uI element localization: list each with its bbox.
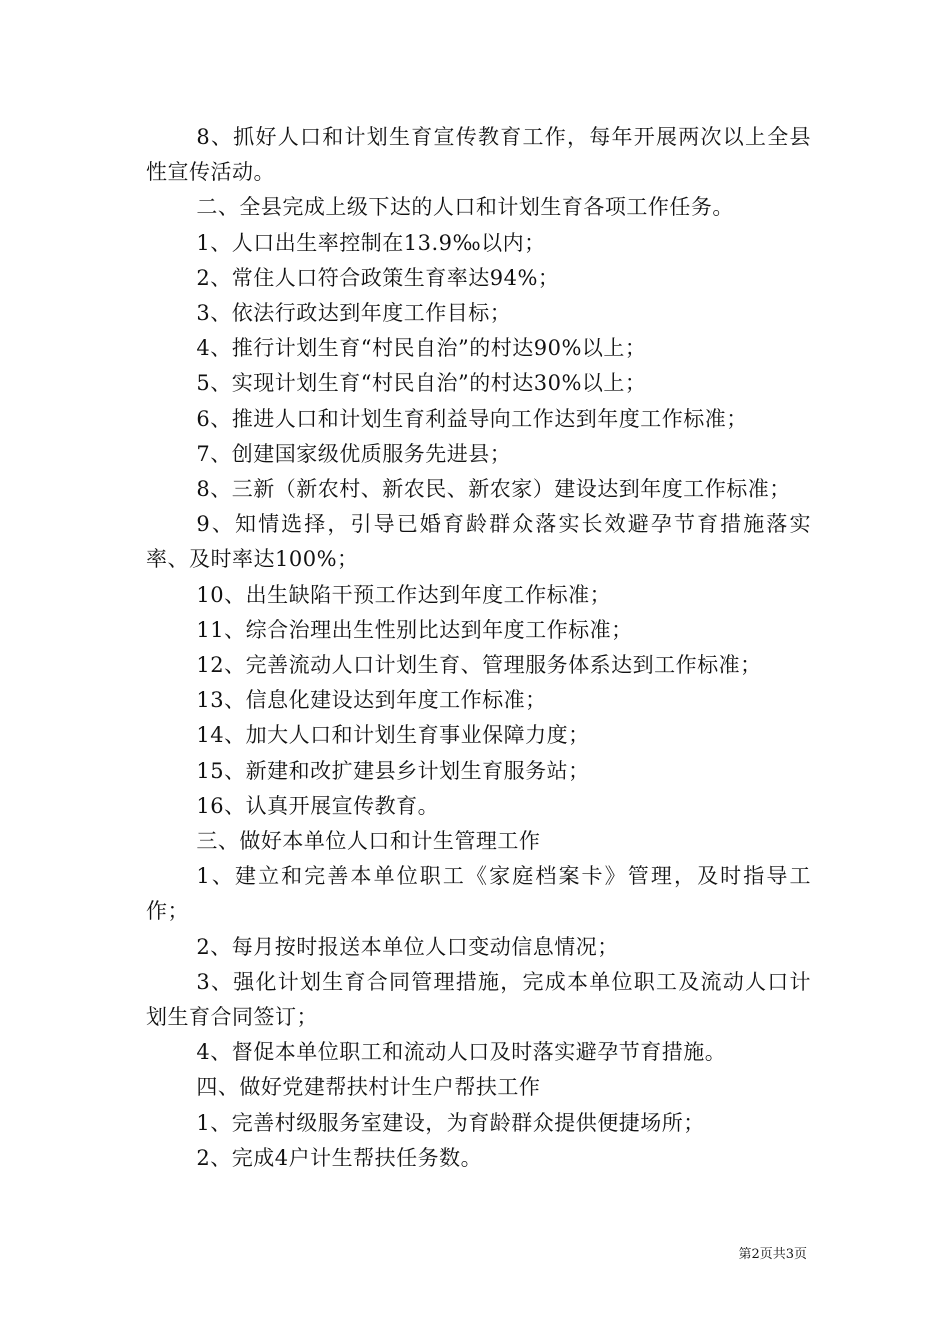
page-number-footer — [738, 1247, 807, 1263]
list-item: 2、每月按时报送本单位人口变动信息情况； — [196, 934, 619, 959]
list-item: 11、综合治理出生性别比达到年度工作标准； — [196, 617, 633, 642]
section-heading-3: 三、做好本单位人口和计生管理工作 — [196, 829, 541, 854]
list-item: 13、信息化建设达到年度工作标准； — [196, 688, 547, 713]
list-item: 5、实现计划生育“村民自治”的村达30%以上； — [196, 371, 647, 396]
list-item: 2、常住人口符合政策生育率达94%； — [196, 265, 560, 290]
section-heading-4: 四、做好党建帮扶村计生户帮扶工作 — [196, 1075, 541, 1100]
list-item: 6、推进人口和计划生育利益导向工作达到年度工作标准； — [196, 406, 748, 431]
list-item: 2、完成4户计生帮扶任务数。 — [196, 1145, 483, 1170]
section-heading-2: 二、全县完成上级下达的人口和计划生育各项工作任务。 — [196, 195, 734, 220]
list-item: 1、完善村级服务室建设，为育龄群众提供便捷场所； — [196, 1110, 705, 1135]
page-number-label: 第2页共3页 — [738, 1247, 807, 1262]
list-item: 8、三新（新农村、新农民、新农家）建设达到年度工作标准； — [196, 477, 791, 502]
list-item: 12、完善流动人口计划生育、管理服务体系达到工作标准； — [196, 653, 762, 678]
list-item: 4、推行计划生育“村民自治”的村达90%以上； — [196, 336, 647, 361]
list-item: 7、创建国家级优质服务先进县； — [196, 441, 512, 466]
list-item: 1、人口出生率控制在13.9‰以内； — [196, 230, 546, 255]
list-item: 14、加大人口和计划生育事业保障力度； — [196, 723, 590, 748]
paragraph-1: 8、抓好人口和计划生育宣传教育工作，每年开展两次以上全县性宣传活动。 — [146, 125, 811, 185]
list-item: 1、建立和完善本单位职工《家庭档案卡》管理，及时指导工作； — [146, 864, 811, 924]
list-item: 3、强化计划生育合同管理措施，完成本单位职工及流动人口计划生育合同签订； — [146, 969, 811, 1030]
list-item: 16、认真开展宣传教育。 — [196, 793, 440, 818]
list-item: 9、知情选择，引导已婚育龄群众落实长效避孕节育措施落实率、及时率达100%； — [146, 512, 811, 572]
list-item: 15、新建和改扩建县乡计划生育服务站； — [196, 758, 590, 783]
document-body — [146, 120, 811, 1176]
list-item: 4、督促本单位职工和流动人口及时落实避孕节育措施。 — [196, 1040, 727, 1065]
list-item: 3、依法行政达到年度工作目标； — [196, 301, 512, 326]
list-item: 10、出生缺陷干预工作达到年度工作标准； — [196, 582, 612, 607]
